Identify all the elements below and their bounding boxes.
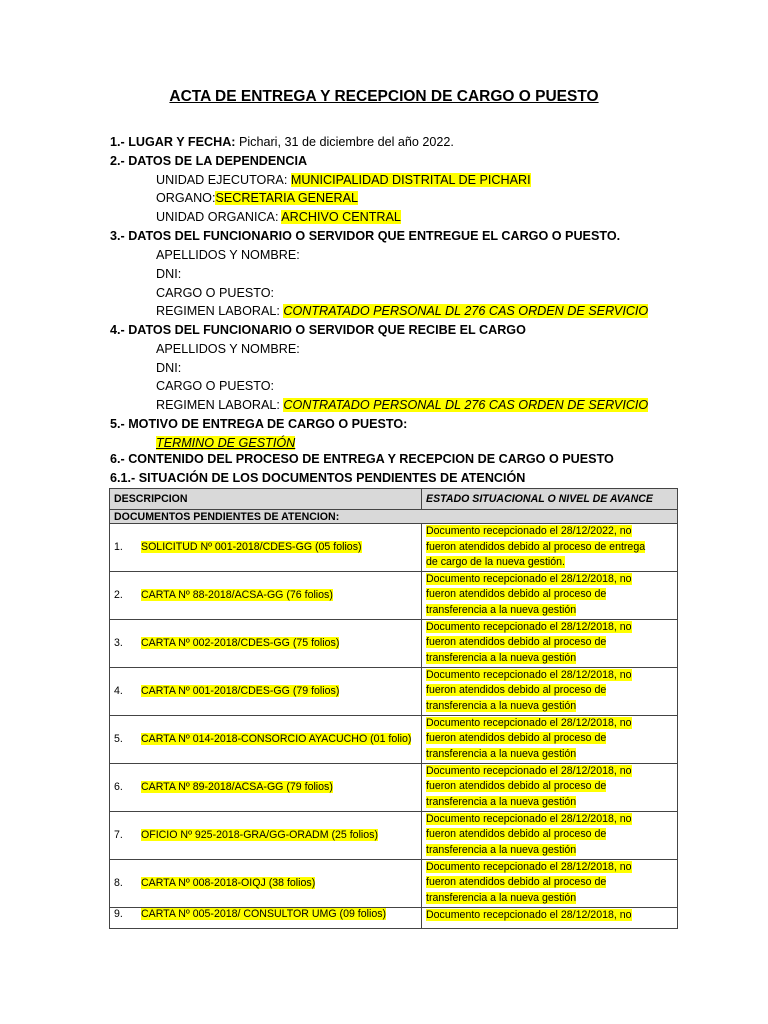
doc-status-cell <box>422 619 678 667</box>
doc-description-cell <box>110 667 422 715</box>
doc-description-cell <box>110 811 422 859</box>
lugar-fecha-label: 1.- LUGAR Y FECHA: <box>110 135 236 149</box>
table-row <box>110 907 678 928</box>
doc-number: 5. <box>114 733 123 746</box>
doc-status-cell <box>422 715 678 763</box>
doc-description: CARTA Nº 001-2018/CDES-GG (79 folios) <box>141 685 340 698</box>
doc-number: 2. <box>114 589 123 602</box>
doc-status-line: fueron atendidos debido al proceso de <box>426 684 607 697</box>
section-6-heading: 6.- CONTENIDO DEL PROCESO DE ENTREGA Y RECEPCION DE CARGO O PUESTO <box>110 452 614 466</box>
recibe-regimen-label: REGIMEN LABORAL: <box>156 398 280 412</box>
document-title: ACTA DE ENTREGA Y RECEPCION DE CARGO O PUESTO <box>169 88 599 105</box>
doc-status-line: de cargo de la nueva gestión. <box>426 556 565 569</box>
pending-subheader: DOCUMENTOS PENDIENTES DE ATENCION: <box>110 510 678 524</box>
doc-description: CARTA Nº 014-2018-CONSORCIO AYACUCHO (01 folio) <box>141 733 412 746</box>
entrega-regimen-value: CONTRATADO PERSONAL DL 276 CAS ORDEN DE SERVICIO <box>283 304 649 318</box>
section-2-heading: 2.- DATOS DE LA DEPENDENCIA <box>110 154 308 168</box>
recibe-regimen-row <box>156 397 648 413</box>
table-row <box>110 571 678 619</box>
organo-value: SECRETARIA GENERAL <box>215 191 359 205</box>
section-5-heading: 5.- MOTIVO DE ENTREGA DE CARGO O PUESTO: <box>110 417 408 431</box>
doc-status-line: Documento recepcionado el 28/12/2018, no <box>426 860 632 873</box>
doc-status-cell <box>422 571 678 619</box>
doc-status-line: Documento recepcionado el 28/12/2022, no <box>426 525 632 537</box>
doc-number: 4. <box>114 685 123 698</box>
doc-status-line: fueron atendidos debido al proceso de <box>426 636 607 649</box>
doc-status-line: transferencia a la nueva gestión <box>426 700 577 713</box>
recibe-cargo: CARGO O PUESTO: <box>156 379 275 393</box>
col-estado-header: ESTADO SITUACIONAL O NIVEL DE AVANCE <box>422 489 678 510</box>
doc-description: CARTA Nº 008-2018-OIQJ (38 folios) <box>141 877 316 890</box>
table-row <box>110 524 678 572</box>
table-row <box>110 619 678 667</box>
doc-status-line: fueron atendidos debido al proceso de <box>426 732 607 745</box>
section-6-1-heading: 6.1.- SITUACIÓN DE LOS DOCUMENTOS PENDIENTES DE ATENCIÓN <box>110 471 526 485</box>
doc-status-line: transferencia a la nueva gestión <box>426 796 577 809</box>
doc-description-cell <box>110 907 422 928</box>
recibe-regimen-value: CONTRATADO PERSONAL DL 276 CAS ORDEN DE SERVICIO <box>283 398 649 412</box>
table-row <box>110 859 678 907</box>
doc-status-cell <box>422 811 678 859</box>
doc-status-line: transferencia a la nueva gestión <box>426 604 577 617</box>
documents-table <box>109 488 678 929</box>
doc-description-cell <box>110 715 422 763</box>
entrega-cargo: CARGO O PUESTO: <box>156 286 275 300</box>
col-descripcion-header: DESCRIPCION <box>110 489 422 510</box>
entrega-dni: DNI: <box>156 267 182 281</box>
doc-description: OFICIO Nº 925-2018-GRA/GG-ORADM (25 folios) <box>141 829 378 842</box>
table-row <box>110 763 678 811</box>
doc-status-line: fueron atendidos debido al proceso de <box>426 588 607 601</box>
doc-description: CARTA Nº 88-2018/ACSA-GG (76 folios) <box>141 589 333 602</box>
section-3-heading: 3.- DATOS DEL FUNCIONARIO O SERVIDOR QUE ENTREGUE EL CARGO O PUESTO. <box>110 229 621 243</box>
organo-row <box>156 190 358 206</box>
doc-number: 3. <box>114 637 123 650</box>
entrega-regimen-label: REGIMEN LABORAL: <box>156 304 280 318</box>
doc-status-line: transferencia a la nueva gestión <box>426 652 577 665</box>
doc-number: 8. <box>114 877 123 890</box>
doc-number: 7. <box>114 829 123 842</box>
unidad-organica-value: ARCHIVO CENTRAL <box>281 210 401 224</box>
doc-description: CARTA Nº 89-2018/ACSA-GG (79 folios) <box>141 781 333 794</box>
unidad-ejecutora-value: MUNICIPALIDAD DISTRITAL DE PICHARI <box>290 173 531 187</box>
doc-status-cell <box>422 524 678 572</box>
doc-status-cell <box>422 907 678 928</box>
doc-status-line: fueron atendidos debido al proceso de <box>426 780 607 793</box>
doc-status-line: Documento recepcionado el 28/12/2018, no <box>426 764 632 777</box>
doc-description-cell <box>110 763 422 811</box>
doc-status-line: fueron atendidos debido al proceso de entrega <box>426 540 646 553</box>
doc-status-line: Documento recepcionado el 28/12/2018, no <box>426 908 632 921</box>
unidad-ejecutora-row <box>156 172 531 188</box>
doc-status-cell <box>422 667 678 715</box>
motivo-value: TERMINO DE GESTIÓN <box>156 436 296 450</box>
doc-status-cell <box>422 859 678 907</box>
recibe-dni: DNI: <box>156 361 182 375</box>
doc-status-line: Documento recepcionado el 28/12/2018, no <box>426 620 632 633</box>
doc-status-line: transferencia a la nueva gestión <box>426 844 577 857</box>
lugar-fecha-value: Pichari, 31 de diciembre del año 2022. <box>238 135 454 149</box>
section-1 <box>110 134 454 150</box>
doc-number: 6. <box>114 781 123 794</box>
doc-description-cell <box>110 524 422 572</box>
doc-description-cell <box>110 571 422 619</box>
doc-description-cell <box>110 859 422 907</box>
doc-status-line: fueron atendidos debido al proceso de <box>426 828 607 841</box>
doc-status-line: Documento recepcionado el 28/12/2018, no <box>426 716 632 729</box>
doc-status-line: transferencia a la nueva gestión <box>426 892 577 905</box>
doc-status-cell <box>422 763 678 811</box>
entrega-apellidos: APELLIDOS Y NOMBRE: <box>156 248 300 262</box>
unidad-organica-row <box>156 209 401 225</box>
section-4-heading: 4.- DATOS DEL FUNCIONARIO O SERVIDOR QUE RECIBE EL CARGO <box>110 323 526 337</box>
doc-description: CARTA Nº 002-2018/CDES-GG (75 folios) <box>141 637 340 650</box>
doc-description-cell <box>110 619 422 667</box>
doc-number: 9. <box>114 907 123 920</box>
unidad-organica-label: UNIDAD ORGANICA: <box>156 210 279 224</box>
doc-status-line: Documento recepcionado el 28/12/2018, no <box>426 812 632 825</box>
doc-status-line: Documento recepcionado el 28/12/2018, no <box>426 572 632 585</box>
doc-description: SOLICITUD Nº 001-2018/CDES-GG (05 folios) <box>141 541 362 554</box>
doc-status-line: Documento recepcionado el 28/12/2018, no <box>426 668 632 681</box>
doc-description: CARTA Nº 005-2018/ CONSULTOR UMG (09 folios) <box>141 907 387 920</box>
table-row <box>110 667 678 715</box>
doc-status-line: transferencia a la nueva gestión <box>426 748 577 761</box>
doc-status-line: fueron atendidos debido al proceso de <box>426 876 607 889</box>
motivo-row <box>156 435 295 451</box>
doc-number: 1. <box>114 541 123 554</box>
unidad-ejecutora-label: UNIDAD EJECUTORA: <box>156 173 288 187</box>
table-row <box>110 811 678 859</box>
table-row <box>110 715 678 763</box>
entrega-regimen-row <box>156 303 648 319</box>
recibe-apellidos: APELLIDOS Y NOMBRE: <box>156 342 300 356</box>
organo-label: ORGANO: <box>156 191 216 205</box>
